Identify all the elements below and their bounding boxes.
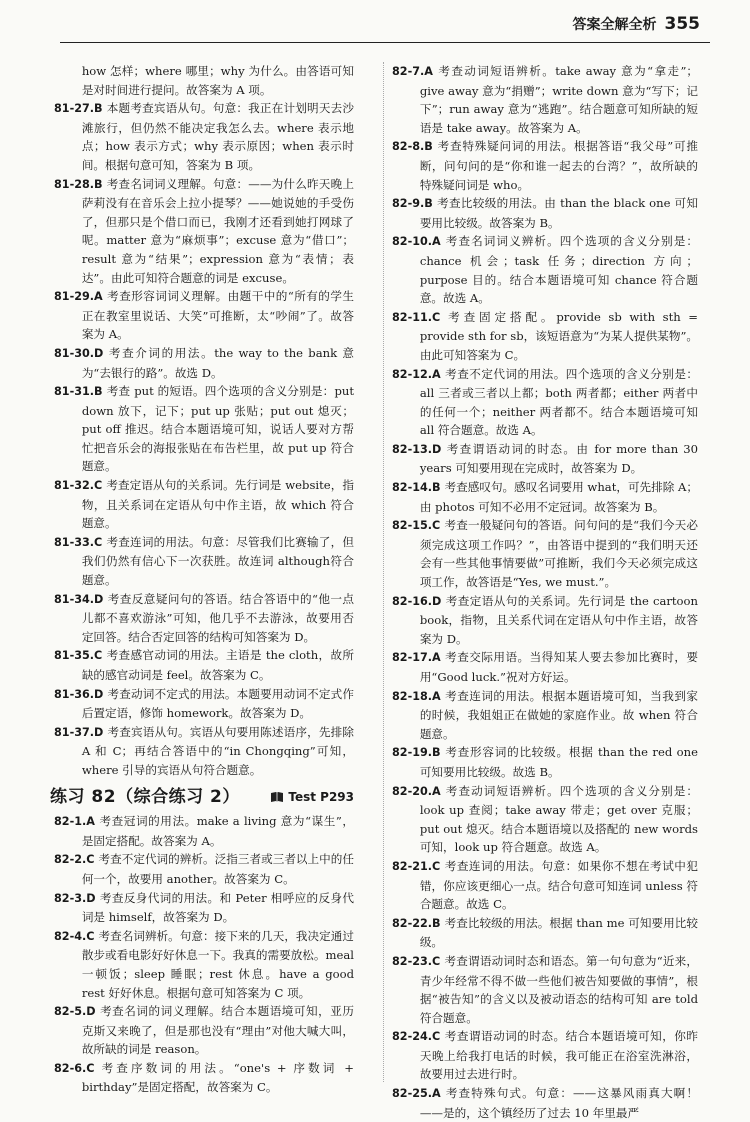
entry-explanation: 考查一般疑问句的答语。问句问的是“我们今天必须完成这项工作吗？”，由答语中提到的“我们明天还会有一些其他事情要做”可推断，我们今天必须完成这项工作，故答语是“Yes, we must.”。	[419, 518, 698, 590]
entry-answer: B	[94, 102, 103, 116]
entry-explanation: 考查特殊疑问词的用法。根据答语“我父母”可推断，问句问的是“你和谁一起去的台湾？”，故所缺的特殊疑问词是 who。	[419, 139, 698, 192]
entry-answer: D	[432, 442, 442, 456]
entry-explanation: 考查冠词的用法。make a living 意为“谋生”，是固定搭配。故答案为 A。	[81, 814, 354, 848]
entry-number: 81-36.	[54, 687, 95, 701]
answer-entry	[54, 1002, 354, 1059]
answer-entry	[54, 927, 354, 1002]
entry-explanation: 考查谓语动词的时态。由 for more than 30 years 可知要用现在完成时，故答案为 D。	[419, 441, 698, 476]
entry-number: 81-30.	[54, 346, 95, 360]
answer-entry	[54, 850, 354, 888]
entry-explanation: 考查定语从句的关系词。先行词是 the cartoon book，指物，且关系代词在定语从句中作主语，故答案为 D。	[419, 593, 698, 646]
entry-explanation: 考查序数词的用法。“one's + 序数词 + birthday”是固定搭配，故答案为 C。	[81, 1060, 354, 1095]
entry-number: 81-33.	[54, 535, 95, 549]
entry-number: 82-3.	[54, 891, 87, 905]
answer-entry	[392, 1027, 698, 1084]
entry-number: 82-4.	[54, 929, 87, 943]
answer-entry	[392, 914, 698, 952]
answer-entry	[392, 857, 698, 914]
book-icon	[270, 791, 284, 803]
entry-answer: C	[86, 853, 95, 867]
answer-entry	[54, 889, 354, 927]
entry-explanation: 考查形容词词义理解。由题干中的“所有的学生正在教室里说话、大笑”可推断，太“吵闹”了。故答案为 A。	[81, 289, 354, 342]
entry-explanation: 考查形容词的比较级。根据 than the red one 可知要用比较级。故选 B。	[419, 745, 698, 779]
entry-answer: A	[86, 815, 95, 829]
answer-entry	[392, 1084, 698, 1122]
entry-explanation: 考查介词的用法。the way to the bank 意为“去银行的路”。故选 D。	[81, 345, 354, 380]
entry-answer: B	[94, 385, 103, 399]
entry-number: 81-35.	[54, 649, 95, 663]
entry-answer: D	[432, 594, 442, 608]
right-column	[392, 62, 698, 1122]
entry-number: 82-18.	[392, 689, 433, 703]
right-entries	[392, 62, 698, 1122]
entry-number: 82-8.	[392, 140, 425, 154]
entry-number: 82-21.	[392, 859, 433, 873]
entry-explanation: 考查名词词义理解。句意：——为什么昨天晚上萨莉没有在音乐会上拉小提琴？——她说她的手受伤了，但那只是个借口而已，我刚才还看到她打网球了呢。matter 意为“麻烦事”；excuse 意为“借口”；result 意为“结果”；expression 意为“表情；表达”。由此可知符合题意的词是 excuse。	[81, 176, 354, 285]
answer-entry	[54, 382, 354, 476]
entry-number: 81-32.	[54, 479, 95, 493]
entry-answer: D	[94, 725, 104, 739]
header-title: 答案全解全析	[572, 17, 657, 33]
entry-number: 82-16.	[392, 594, 433, 608]
column-divider	[383, 62, 384, 1082]
entry-number: 82-7.	[392, 65, 425, 78]
entry-answer: C	[432, 310, 441, 324]
answer-entry	[54, 175, 354, 288]
answer-entry	[392, 232, 698, 307]
entry-answer: A	[94, 290, 103, 304]
entry-answer: B	[424, 197, 433, 211]
entry-number: 81-28.	[54, 177, 95, 191]
entry-number: 82-23.	[392, 954, 433, 968]
entry-number: 82-17.	[392, 651, 433, 665]
entry-answer: A	[432, 651, 441, 665]
entry-explanation: 考查感官动词的用法。主语是 the cloth，故所缺的感官动词是 feel。故答案为 C。	[81, 648, 354, 682]
entry-explanation: 考查感叹句。感叹名词要用 what，可先排除 A；由 photos 可知不必用不定冠词。故答案为 B。	[419, 480, 698, 514]
entry-explanation: 考查连词的用法。句意：如果你不想在考试中犯错，你应该更细心一点。结合句意可知连词 unless 符合题意。故选 C。	[419, 858, 698, 912]
entry-answer: D	[86, 891, 96, 905]
entry-number: 82-10.	[392, 235, 433, 249]
entry-explanation: 考查名词辨析。句意：接下来的几天，我决定通过散步或看电影好好休息一下。我真的需要放松。meal 一顿饭；sleep 睡眠；rest 休息。have a good rest 好好休息。根据句意可知答案为 C 项。	[81, 928, 354, 1000]
entry-number: 82-20.	[392, 784, 433, 798]
answer-entry	[392, 743, 698, 781]
answer-entry	[392, 687, 698, 744]
answer-entry	[54, 533, 354, 590]
entry-number: 82-13.	[392, 442, 433, 456]
entry-answer: A	[432, 784, 441, 798]
answer-entry	[392, 137, 698, 194]
entry-answer: D	[94, 687, 104, 701]
answer-entry	[392, 952, 698, 1027]
entry-explanation: 考查动词短语辨析。take away 意为“拿走”；give away 意为“捐赠”；write down 意为“写下；记下”；run away 意为“逃跑”。结合题意可知所缺的短语是 take away。故答案为 A。	[419, 64, 698, 135]
entry-explanation: 考查宾语从句。宾语从句要用陈述语序，先排除 A 和 C；再结合答语中的“in Chongqing”可知，where 引导的宾语从句符合题意。	[81, 724, 354, 777]
entries-after	[54, 812, 354, 1097]
entry-number: 82-19.	[392, 746, 433, 760]
entry-explanation: 考查不定代词的用法。四个选项的含义分别是：all 三者或三者以上都；both 两者都；either 两者中的任何一个；neither 两者都不。结合本题语境可知 all 符合题意。故选 A。	[419, 366, 698, 438]
entry-explanation: 考查连词的用法。句意：尽管我们比赛输了，但我们仍然有信心下一次获胜。故连词 although符合题意。	[81, 534, 354, 588]
entry-number: 81-29.	[54, 290, 95, 304]
page-header	[573, 14, 701, 40]
answer-entry	[392, 516, 698, 591]
test-ref-label: Test P293	[288, 789, 354, 804]
entry-answer: B	[432, 916, 441, 930]
entry-explanation: 考查 put 的短语。四个选项的含义分别是：put down 放下，记下；put up 张贴；put out 熄灭；put off 推迟。结合本题语境可知，说话人要对方帮忙把音乐会的海报张贴在布告栏里，故 put up 符合题意。	[81, 384, 354, 474]
entry-explanation: 考查谓语动词的时态。结合本题语境可知，你昨天晚上给我打电话的时候，我可能正在浴室洗淋浴，故要用过去进行时。	[419, 1029, 698, 1082]
entry-answer: C	[94, 535, 103, 549]
answer-entry	[54, 476, 354, 533]
entry-number: 82-24.	[392, 1030, 433, 1044]
entry-answer: C	[94, 479, 103, 493]
answer-entry	[54, 590, 354, 647]
entry-answer: A	[432, 367, 441, 381]
answer-entry	[54, 344, 354, 382]
answer-entry	[392, 365, 698, 440]
entry-answer: C	[86, 1061, 95, 1075]
answer-entry	[392, 782, 698, 857]
entry-answer: C	[432, 954, 441, 968]
entry-explanation: 考查反身代词的用法。和 Peter 相呼应的反身代词是 himself，故答案为 D。	[81, 890, 354, 925]
entry-number: 81-27.	[54, 102, 95, 116]
entry-explanation: 考查动词短语辨析。四个选项的含义分别是：look up 查阅；take away 带走；get over 克服；put out 熄灭。结合本题语境以及搭配的 new words 可知，look up 符合题意。故选 A。	[419, 783, 698, 855]
entry-answer: B	[424, 140, 433, 154]
answer-entry	[392, 62, 698, 137]
entry-answer: B	[432, 481, 441, 495]
entry-answer: A	[432, 1087, 441, 1101]
entry-answer: A	[432, 689, 441, 703]
entry-answer: B	[432, 746, 441, 760]
entry-number: 81-34.	[54, 592, 95, 606]
answer-entry	[392, 478, 698, 516]
entry-explanation: 考查固定搭配。provide sb with sth = provide sth for sb，该短语意为“为某人提供某物”。由此可知答案为 C。	[419, 309, 698, 362]
entry-number: 82-6.	[54, 1061, 87, 1075]
entry-explanation: 考查反意疑问句的答语。结合答语中的“他一点儿都不喜欢游泳”可知，他几乎不去游泳，故要用否定回答。结合否定回答的结构可知答案为 D。	[81, 591, 354, 644]
entry-explanation: 考查定语从句的关系词。先行词是 website，指物，且关系词在定语从句中作主语，故 which 符合题意。	[81, 478, 354, 531]
entry-explanation: 考查动词不定式的用法。本题要用动词不定式作后置定语，修饰 homework。故答案为 D。	[81, 686, 354, 721]
entry-answer: C	[432, 519, 441, 533]
entry-explanation: 考查不定代词的辨析。泛指三者或三者以上中的任何一个，故要用 another。故答案为 C。	[81, 852, 354, 886]
entry-explanation: 考查交际用语。当得知某人要去参加比赛时，要用“Good luck.”祝对方好运。	[419, 650, 698, 684]
entry-explanation: 考查谓语动词时态和语态。第一句句意为“近来，青少年经常不得不做一些他们被告知要做的事情”，根据“被告知”的含义以及被动语态的结构可知 are told 符合题意。	[419, 953, 698, 1025]
entry-answer: D	[86, 1005, 96, 1019]
section-title: 练习 82（综合练习 2）	[50, 786, 240, 807]
entry-number: 81-37.	[54, 725, 95, 739]
entry-explanation: 考查特殊句式。句意：——这暴风雨真大啊！——是的，这个镇经历了过去 10 年里最严	[419, 1086, 698, 1120]
entry-number: 82-5.	[54, 1005, 87, 1019]
answer-entry	[54, 685, 354, 723]
continuation-text: how 怎样；where 哪里；why 为什么。由答语可知是对时间进行提问。故答案为 A 项。	[81, 64, 354, 97]
entry-number: 82-11.	[392, 310, 433, 324]
answer-entry	[54, 287, 354, 344]
entry-number: 82-14.	[392, 481, 433, 495]
answer-entry	[392, 592, 698, 649]
entry-answer: A	[424, 65, 433, 78]
entry-explanation: 考查连词的用法。根据本题语境可知，当我到家的时候，我姐姐正在做她的家庭作业。故 when 符合题意。	[419, 688, 698, 741]
answer-entry	[54, 99, 354, 174]
left-column	[50, 62, 354, 1097]
entry-number: 82-2.	[54, 853, 87, 867]
entry-answer: C	[432, 1030, 441, 1044]
entry-explanation: 考查比较级的用法。由 than the black one 可知要用比较级。故答案为 B。	[419, 196, 698, 230]
entry-answer: D	[94, 592, 104, 606]
entry-number: 82-15.	[392, 519, 433, 533]
entry-answer: C	[432, 859, 441, 873]
answer-entry	[392, 648, 698, 686]
section-header	[50, 788, 354, 807]
entry-number: 82-1.	[54, 815, 87, 829]
entry-number: 81-31.	[54, 385, 95, 399]
entry-answer: D	[94, 346, 104, 360]
entry-answer: C	[86, 929, 95, 943]
entry-explanation: 考查名词词义辨析。四个选项的含义分别是：chance 机会；task 任务；direction 方向；purpose 目的。结合本题语境可知 chance 符合题意。故选 A。	[419, 234, 698, 306]
entry-explanation: 本题考查宾语从句。句意：我正在计划明天去沙滩旅行，但仍然不能决定我怎么去。where 表示地点；how 表示方式；why 表示原因；when 表示时间。根据句意可知，答案为 B 项。	[81, 101, 354, 172]
entries-before	[54, 99, 354, 779]
answer-entry	[54, 723, 354, 780]
answer-entry	[54, 812, 354, 850]
entry-answer: A	[432, 235, 441, 249]
page-number: 355	[664, 14, 700, 34]
answer-entry	[392, 194, 698, 232]
entry-number: 82-22.	[392, 916, 433, 930]
entry-answer: C	[94, 649, 103, 663]
header-rule	[60, 42, 710, 43]
test-reference	[270, 788, 354, 807]
entry-number: 82-25.	[392, 1087, 433, 1101]
answer-entry	[392, 308, 698, 365]
entry-explanation: 考查比较级的用法。根据 than me 可知要用比较级。	[419, 915, 698, 950]
answer-entry	[54, 646, 354, 684]
answer-entry	[54, 1059, 354, 1097]
answer-entry	[392, 440, 698, 478]
entry-explanation: 考查名词的词义理解。结合本题语境可知，亚历克斯又来晚了，但是那也没有“理由”对他大喊大叫，故所缺的词是 reason。	[81, 1004, 354, 1057]
entry-number: 82-12.	[392, 367, 433, 381]
entry-number: 82-9.	[392, 197, 425, 211]
entry-answer: B	[94, 177, 103, 191]
